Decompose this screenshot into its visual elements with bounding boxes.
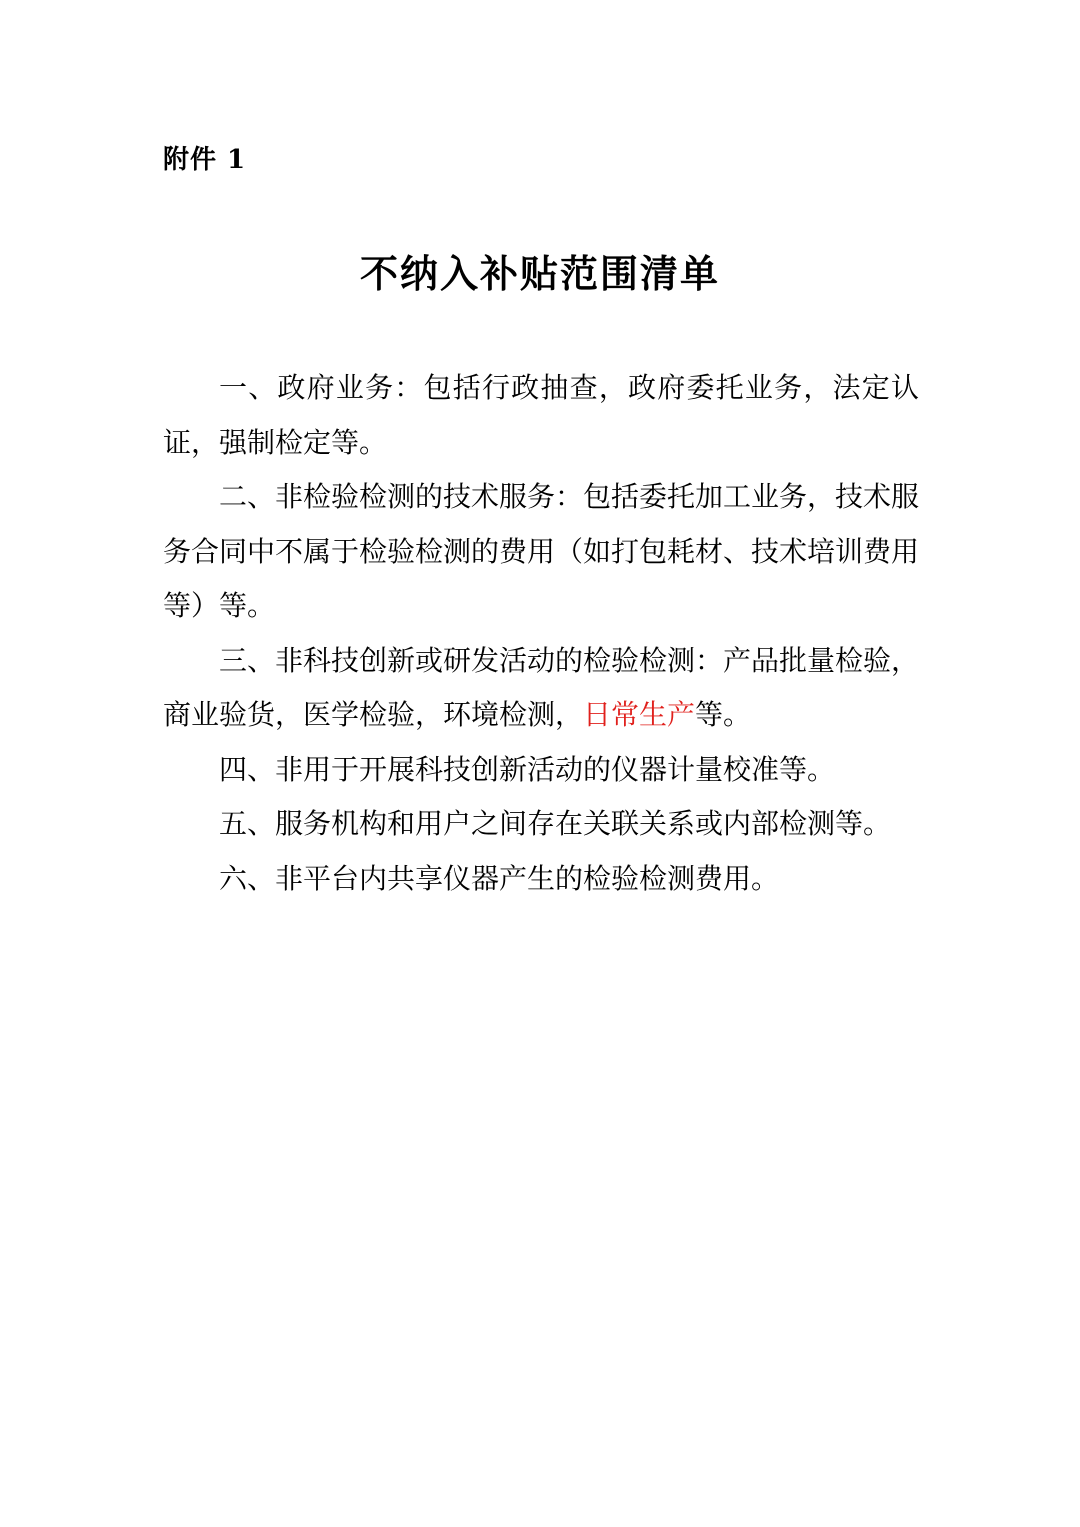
paragraph-3-text: 三、非科技创新或研发活动的检验检测：产品批量检验，商业验货，医学检验，环境检测， — [163, 643, 920, 731]
paragraph-5: 五、服务机构和用户之间存在关联关系或内部检测等。 — [219, 807, 892, 840]
paragraph-2: 二、非检验检测的技术服务：包括委托加工业务，技术服务合同中不属于检验检测的费用（如打包耗材、技术培训费用等）等。 — [163, 480, 920, 622]
paragraph-1: 一、政府业务：包括行政抽查，政府委托业务，法定认证，强制检定等。 — [163, 371, 919, 459]
document-body — [163, 361, 919, 906]
paragraph-6: 六、非平台内共享仪器产生的检验检测费用。 — [219, 861, 780, 895]
paragraph-4: 四、非用于开展科技创新活动的仪器计量校准等。 — [219, 752, 836, 786]
paragraph-3 — [163, 634, 919, 743]
document-title: 不纳入补贴范围清单 — [359, 251, 720, 296]
paragraph-3-ending: 等。 — [695, 698, 752, 731]
attachment-label: 附件 1 — [163, 145, 247, 175]
highlighted-text: 日常生产 — [583, 698, 696, 731]
